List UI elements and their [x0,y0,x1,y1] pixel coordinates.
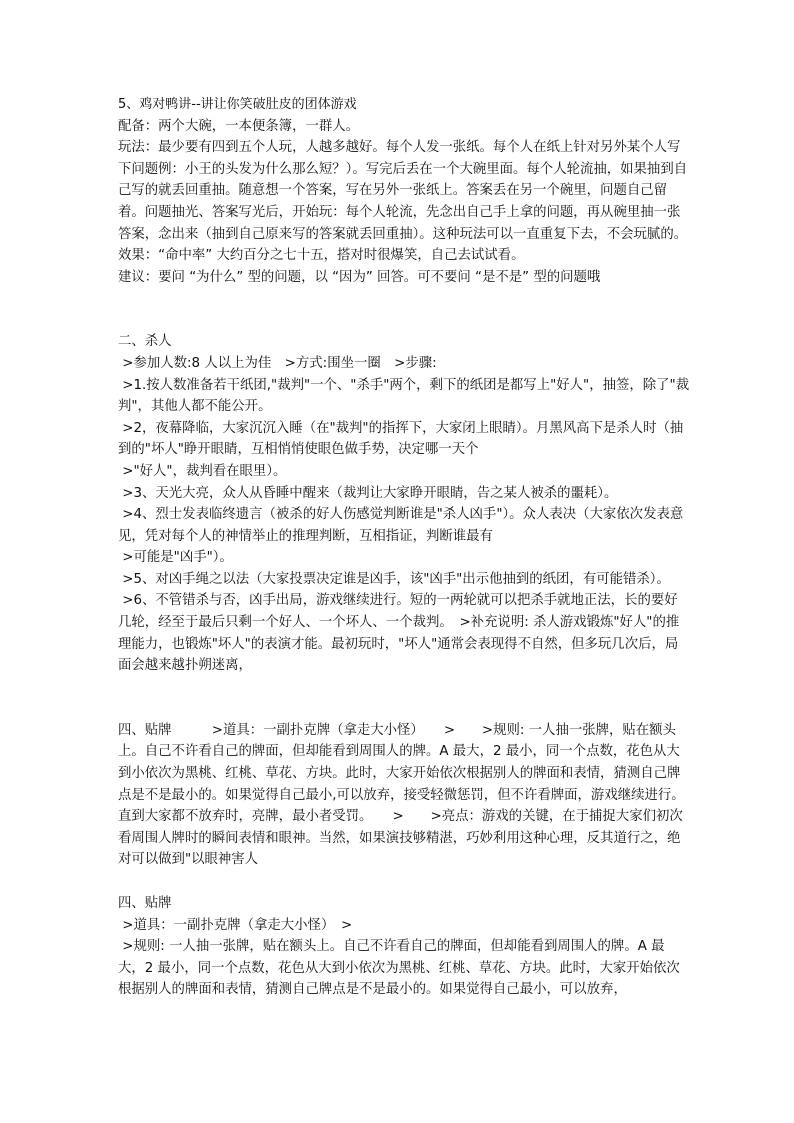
section-2-title: 二、杀人 [118,334,172,350]
spacer [118,677,690,720]
killer-step-2-cont: >"好人"，裁判看在眼里）。 [118,463,287,479]
killer-step-4-cont: >可能是"凶手"）。 [118,550,233,566]
killer-step-3: >3、天光大亮，众人从昏睡中醒来（裁判让大家睁开眼睛，告之某人被杀的噩耗）。 [118,485,618,501]
spacer [118,871,690,893]
section-5-title: 5、鸡对鸭讲--讲让你笑破肚皮的团体游戏 [118,97,357,112]
rules-paragraph: 玩法：最少要有四到五个人玩，人越多越好。每个人发一张纸。每个人在纸上针对另外某个人写下问题例：小王的头发为什么那么短？）。写完后丢在一个大碗里面。每个人轮流抽，如果抽到自己写的就丢回重抽。随意想一个答案，写在另外一张纸上。答案丢在另一个碗里，问题自己留着。问题抽光、答案写光后，开始玩：每个人轮流，先念出自己手上拿的问题，再从碗里抽一张答案，念出来（抽到自己原来写的答案就丢回重抽）。这种玩法可以一直重复下去，不会玩腻的。 [118,140,688,242]
killer-step-6: >6、不管错杀与否，凶手出局，游戏继续进行。短的一两轮就可以把杀手就地正法，长的要好几轮，经至于最后只剩一个好人、一个坏人、一个裁判。 >补充说明: 杀人游戏锻炼"好人"的推理能力，也锻炼"坏人"的表演才能。最初玩时，"坏人"通常会表现得不自然，但多玩几次后，局面会越来越扑朔迷离， [118,593,680,674]
killer-setup-line: >参加人数:8 人以上为佳 >方式:围坐一圈 >步骤: [118,355,437,371]
section-4-card-game-b [118,893,690,1001]
killer-step-4: >4、烈士发表临终遗言（被杀的好人伤感觉判断谁是"杀人凶手"）。众人表决（大家依次发表意见，凭对每个人的神情举止的推理判断，互相指证，判断谁最有 [118,507,684,544]
killer-step-1: >1.按人数准备若干纸团,"裁判"一个、"杀手"两个，剩下的纸团是都写上"好人"，抽签，除了"裁判"，其他人都不能公开。 [118,377,690,415]
suggestion-paragraph: 建议：要问 “为什么” 型的问题，以 “因为” 回答。可不要问 “是不是” 型的问题哦 [118,269,601,285]
section-4-title: 四、贴牌 [118,896,172,911]
killer-step-5: >5、对凶手绳之以法（大家投票决定谁是凶手，该"凶手"出示他抽到的纸团，有可能错杀）。 [118,571,670,587]
document-page [118,94,690,1001]
card-game-paragraph: 四、贴牌 >道具：一副扑克牌（拿走大小怪） > >规则: 一人抽一张牌，贴在额头上。自己不许看自己的牌面，但却能看到周围人的牌。A 最大，2 最小，同一个点数，花色从大到小依次为黑桃、红桃、草花、方块。此时，大家开始依次根据别人的牌面和表情，猜测自己牌点是不是最小的。如果觉得自己最小,可以放弃，接受轻微惩罚，但不许看牌面，游戏继续进行。直到大家都不放弃时，亮牌，最小者受罚。 > >亮点：游戏的关键，在于捕捉大家们初次看周围人牌时的瞬间表情和眼神。当然，如果演技够精湛，巧妙利用这种心理，反其道行之，绝对可以做到"以眼神害人 [118,722,685,868]
section-2-killer-game [118,331,690,677]
card-game-rules: >规则: 一人抽一张牌，贴在额头上。自己不许看自己的牌面，但却能看到周围人的牌。A 最大，2 最小，同一个点数，花色从大到小依次为黑桃、红桃、草花、方块。此时，大家开始依次根据别人的牌面和表情，猜测自己牌点是不是最小的。如果觉得自己最小，可以放弃， [118,939,680,998]
card-game-equipment: >道具：一副扑克牌（拿走大小怪） > [118,917,353,933]
effect-paragraph: 效果：“命中率” 大约百分之七十五，搭对时很爆笑，自己去试试看。 [118,248,525,264]
spacer [118,288,690,331]
section-5-chicken-duck-game [118,94,690,288]
section-4-card-game-a [118,720,690,871]
killer-step-2: >2，夜幕降临，大家沉沉入睡（在"裁判"的指挥下，大家闭上眼睛）。月黑风高下是杀人时（抽到的"坏人"睁开眼睛，互相悄悄使眼色做手势，决定哪一天个 [118,420,684,458]
equipment-paragraph: 配备：两个大碗，一本便条簿，一群人。 [118,118,360,134]
